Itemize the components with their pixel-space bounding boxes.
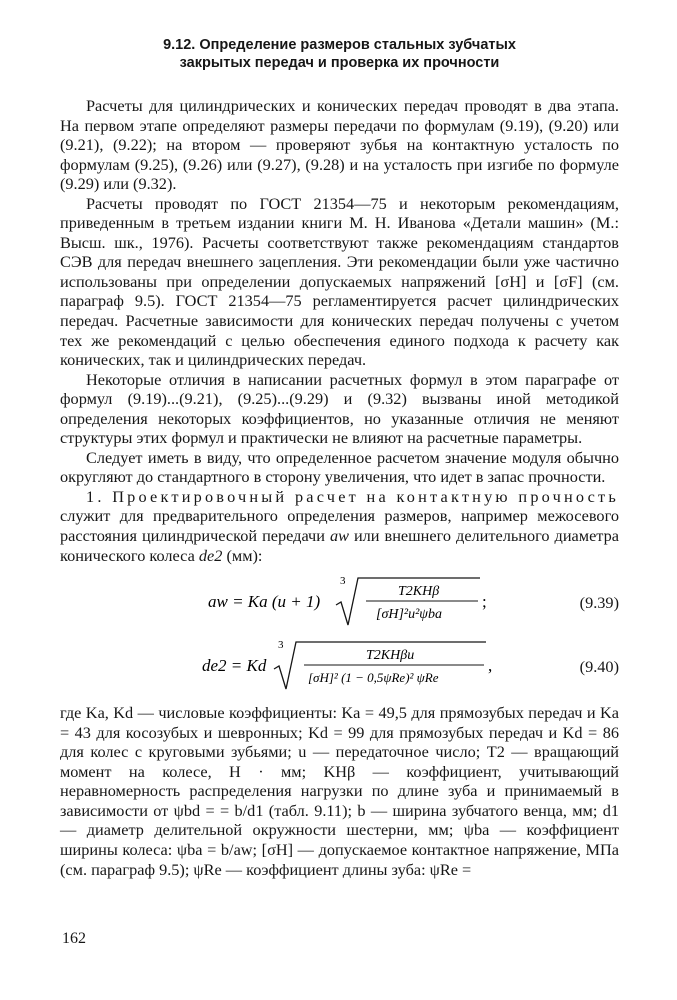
paragraph-4: Следует иметь в виду, что определенное расчетом значение модуля обычно округляют до стандартного в сторону увеличения, что идет в запас прочности.: [60, 447, 619, 487]
section-heading: [60, 36, 619, 72]
formula-9-39-root-index: 3: [340, 575, 346, 588]
formula-9-39-lhs: aw = Ka (u + 1): [208, 592, 321, 612]
spaced-lead-text: 1. Проектировочный расчет на контактную прочность: [86, 486, 619, 506]
formula-9-40-numerator: T2KHβu: [366, 648, 415, 664]
paragraph-1: Расчеты для цилиндрических и конических передач проводят в два этапа. На первом этапе определяют размеры передачи по формулам (9.19), (9.20) или (9.21), (9.22); на втором — проверяют зубья на контактную усталость по формулам (9.25), (9.26) или (9.27), (9.28) и на усталость при изгибе по формуле (9.29) или (9.32).: [60, 96, 619, 194]
paragraph-design-calc: [60, 487, 619, 565]
formula-9-40-denominator: [σH]² (1 − 0,5ψRe)² ψRe: [308, 670, 439, 686]
design-calc-text-3: (мм):: [222, 545, 263, 565]
formula-9-40-lhs: de2 = Kd: [202, 656, 267, 676]
design-calc-text-2: или внешнего делительного диаметра конического колеса: [60, 526, 619, 565]
formula-9-40-tail: ,: [488, 656, 493, 676]
formula-9-39: [60, 575, 619, 629]
design-calc-text-1: служит для предварительного определения размеров, например межосевого расстояния цилиндрической передачи: [60, 506, 619, 546]
section-heading-line-1: 9.12. Определение размеров стальных зубчатых: [163, 37, 516, 53]
formula-9-40-graphic: [60, 639, 510, 693]
formula-9-39-graphic: [60, 575, 500, 629]
paragraph-explanation: где Ka, Kd — числовые коэффициенты: Ka = 49,5 для прямозубых передач и Ka = 43 для косозубых и шевронных; Kd = 99 для прямозубых передач и Kd = 86 для колес с круговыми зубьями; u — передаточное число; T2 — вращающий момент на колесе, Н · мм; KHβ — коэффициент, учитывающий неравномерность распределения нагрузки по длине зуба и принимаемый в зависимости от ψbd = = b/d1 (табл. 9.11); b — ширина зубчатого венца, мм; d1 — диаметр делительной окружности шестерни, мм; ψba — коэффициент ширины колеса: ψba = b/aw; [σH] — допускаемое контактное напряжение, МПа (см. параграф 9.5); ψRe — коэффициент длины зуба: ψRe =: [60, 703, 619, 879]
page-number: 162: [62, 930, 86, 947]
section-heading-line-2: закрытых передач и проверка их прочности: [179, 55, 500, 71]
paragraph-2: Расчеты проводят по ГОСТ 21354—75 и некоторым рекомендациям, приведенным в третьем издании книги М. Н. Иванова «Детали машин» (М.: Высш. шк., 1976). Расчеты соответствуют также рекомендациям стандартов СЭВ для передач внешнего зацепления. Эти рекомендации были уже частично использованы при определении допускаемых напряжений [σH] и [σF] (см. параграф 9.5). ГОСТ 21354—75 регламентируется расчет цилиндрических передач. Расчетные зависимости для конических передач получены с учетом тех же рекомендаций с целью обеспечения единого подхода к расчету как конических, так и цилиндрических передач.: [60, 193, 619, 370]
formula-9-40-root-index: 3: [278, 639, 284, 652]
formula-9-39-numerator: T2KHβ: [398, 584, 440, 600]
equation-number-9-39: (9.39): [579, 593, 619, 613]
formula-9-39-denominator: [σH]²u²ψba: [376, 607, 443, 623]
equation-number-9-40: (9.40): [579, 657, 619, 677]
formula-9-40: [60, 639, 619, 693]
formula-9-39-tail: ;: [482, 592, 487, 612]
symbol-de2: de2: [198, 545, 223, 565]
paragraph-3: Некоторые отличия в написании расчетных формул в этом параграфе от формул (9.19)...(9.21), (9.25)...(9.29) и (9.32) вызваны иной методикой определения некоторых коэффициентов, но указанные отличия не меняют структуры этих формул и практически не влияют на расчетные параметры.: [60, 369, 619, 448]
symbol-aw: aw: [329, 526, 349, 546]
